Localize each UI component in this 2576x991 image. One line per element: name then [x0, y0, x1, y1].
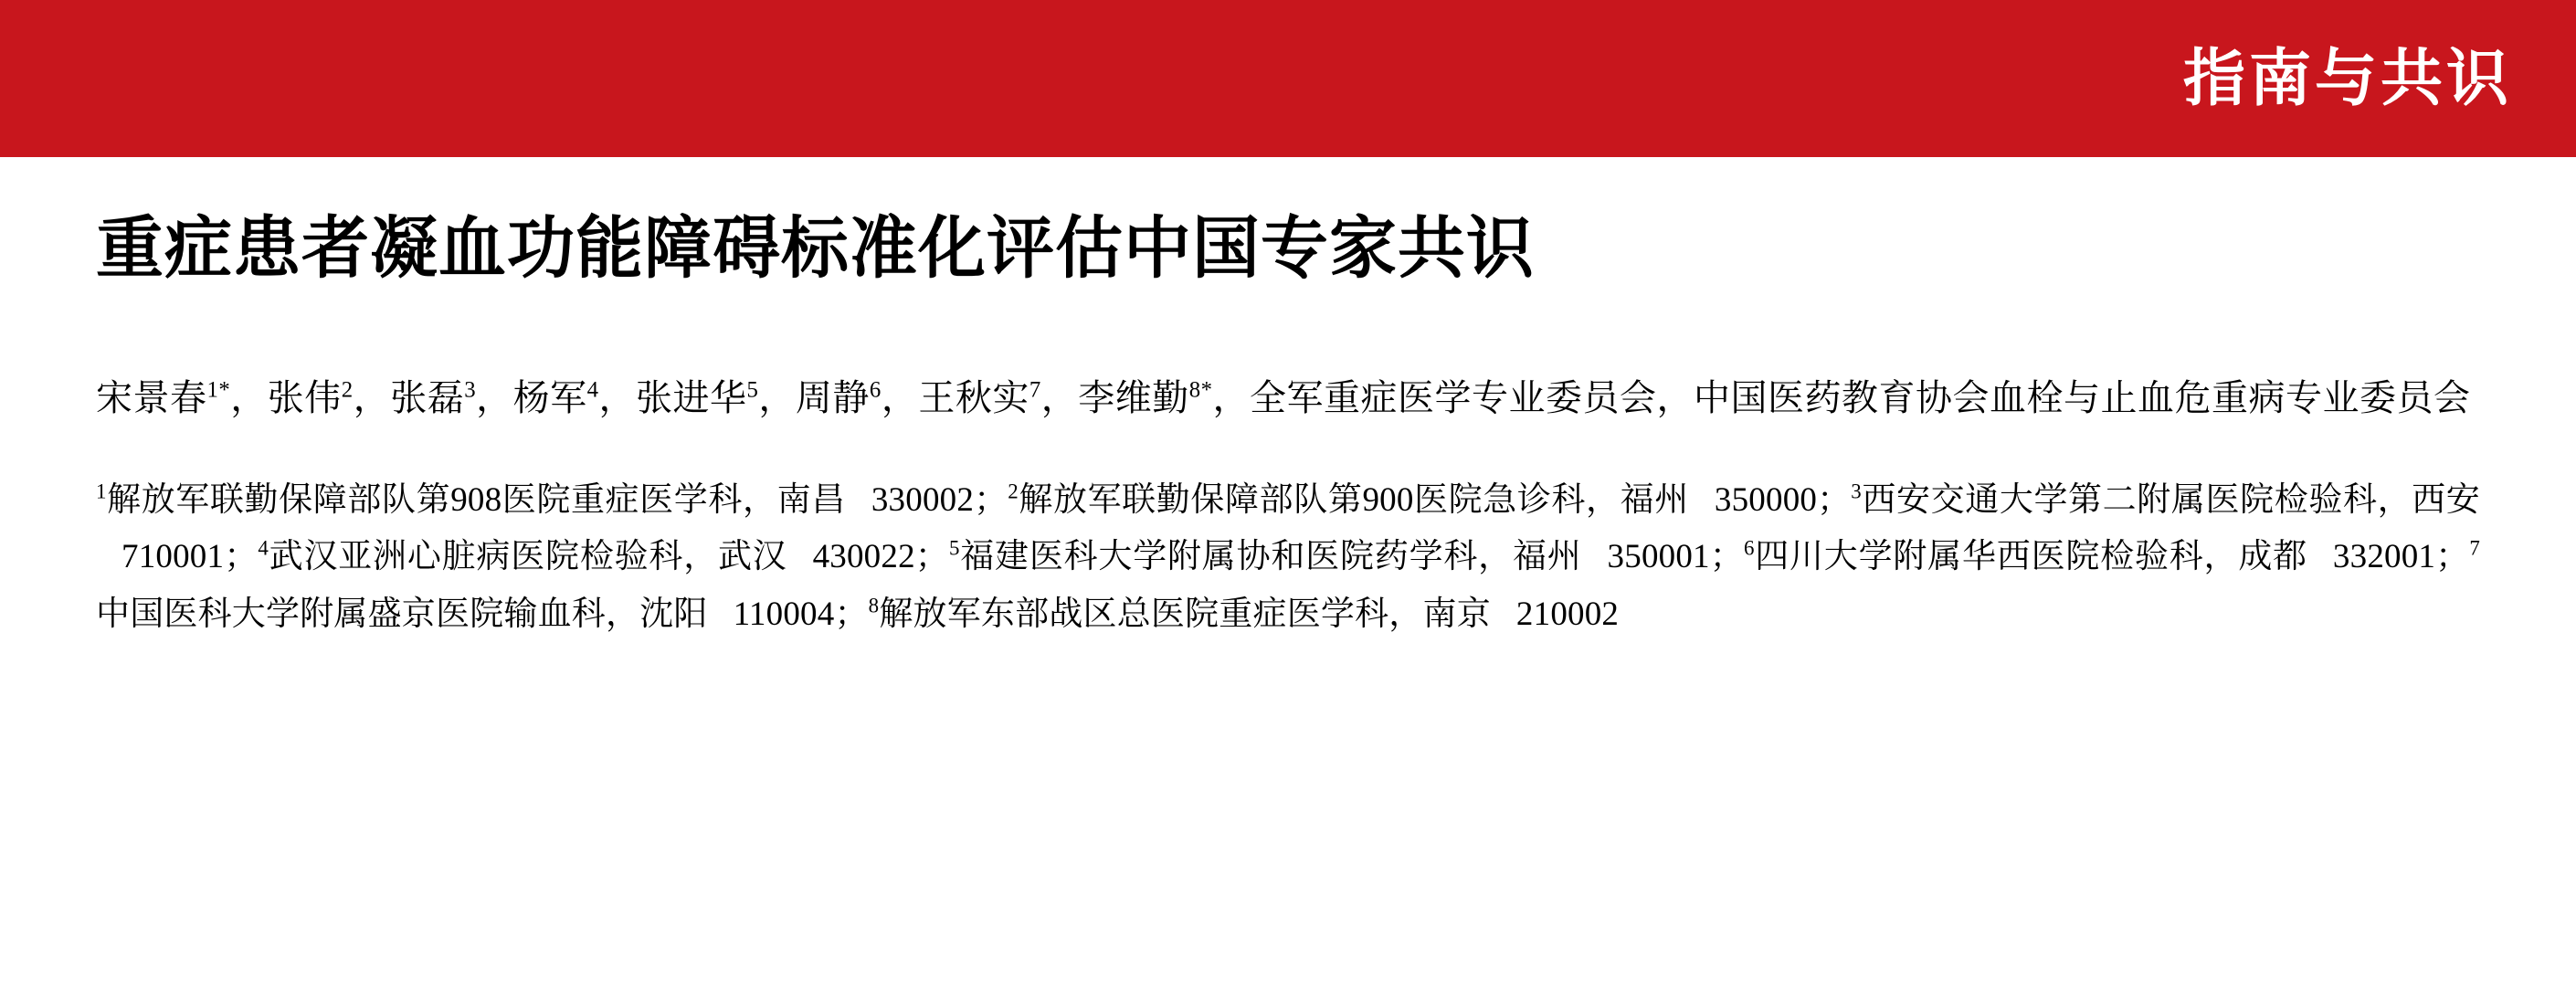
- author-marker: 6: [869, 377, 882, 403]
- affiliation-text: 武汉亚洲心脏病医院检验科，武汉: [269, 538, 787, 576]
- affiliation-postcode: 332001: [2332, 538, 2436, 576]
- affiliation-item: [869, 596, 1619, 633]
- affiliation-text: 中国医科大学附属盛京医院输血科，沈阳: [96, 595, 708, 633]
- affiliation-text: 解放军东部战区总医院重症医学科，南京: [879, 595, 1491, 633]
- affiliation-text: 解放军联勤保障部队第900医院急诊科，福州: [1018, 481, 1689, 520]
- author-item: [390, 377, 476, 418]
- affiliation-postcode: 710001: [121, 538, 225, 576]
- author-list: 宋景春$^{1*}$，张伟$^2$，张磊$^3$，杨军$^4$，张进华$^5$，周静$^6$，王秋实$^7$，李维勤$^{8*}$，全军重症医学专业委员会，中国医药教育协会血栓与止血危重病专业委员会: [96, 377, 2471, 419]
- affiliation-marker: 1: [96, 480, 107, 503]
- affiliation-list: [96, 472, 2480, 642]
- affiliation-item: $^6$四川大学附属华西医院检验科，成都 332001；: [1743, 537, 2470, 576]
- author-marker: 7: [1029, 377, 1041, 403]
- author-item: [1250, 377, 1657, 418]
- affiliation-marker: 3: [1851, 480, 1862, 503]
- author-marker: 4: [586, 377, 599, 403]
- affiliation-marker: 5: [948, 537, 960, 561]
- affiliation-item: $^2$解放军联勤保障部队第900医院急诊科，福州 350000；: [1008, 480, 1852, 520]
- author-item: [636, 377, 758, 418]
- affiliation-postcode: 350001: [1607, 538, 1710, 576]
- article-content: [0, 157, 2576, 643]
- author-name: 王秋实: [918, 377, 1029, 419]
- author-marker: 3: [464, 377, 477, 403]
- affiliation-text: 福建医科大学附属协和医院药学科，福州: [959, 538, 1582, 576]
- author-name: 中国医药教育协会血栓与止血危重病专业委员会: [1694, 377, 2471, 419]
- section-banner: [0, 0, 2576, 157]
- affiliation-item: $^1$解放军联勤保障部队第908医院重症医学科，南昌 330002；: [96, 480, 1008, 520]
- affiliation-item: $^7$中国医科大学附属盛京医院输血科，沈阳 110004；: [96, 537, 2480, 633]
- author-name: 张进华: [636, 377, 747, 419]
- author-item: [1694, 377, 2471, 418]
- banner-label: 指南与共识: [2182, 44, 2512, 113]
- author-name: 全军重症医学专业委员会: [1250, 377, 1657, 419]
- author-marker: 8*: [1188, 377, 1213, 403]
- affiliation-postcode: 430022: [812, 538, 915, 576]
- affiliation-item: $^3$西安交通大学第二附属医院检验科，西安710001；: [121, 480, 2480, 576]
- author-name: 周静: [795, 377, 870, 419]
- author-name: 杨军: [512, 377, 587, 419]
- author-name: 张伟: [267, 377, 342, 419]
- author-item: [1078, 377, 1212, 418]
- author-marker: 5: [746, 377, 759, 403]
- affiliation-marker: 8: [868, 594, 880, 617]
- author-name: 李维勤: [1078, 377, 1189, 419]
- page-title: 重症患者凝血功能障碍标准化评估中国专家共识: [96, 210, 1535, 286]
- affiliation-marker: 7: [2469, 537, 2480, 561]
- author-marker: 1*: [206, 377, 231, 403]
- author-name: 张磊: [390, 377, 465, 419]
- affiliation-text: 解放军联勤保障部队第908医院重症医学科，南昌: [106, 481, 846, 520]
- affiliation-text: 四川大学附属华西医院检验科，成都: [1754, 538, 2307, 576]
- affiliation-item: $^5$福建医科大学附属协和医院药学科，福州 350001；: [948, 537, 1744, 576]
- affiliation-postcode: 350000: [1714, 481, 1818, 520]
- author-item: [513, 377, 599, 418]
- author-item: [268, 377, 354, 418]
- author-marker: 2: [341, 377, 354, 403]
- affiliation-text: 西安交通大学第二附属医院检验科，西安: [1861, 481, 2480, 520]
- affiliation-marker: 2: [1008, 480, 1019, 503]
- affiliation-marker: 4: [258, 537, 269, 561]
- affiliation-postcode: 210002: [1515, 595, 1620, 633]
- affiliation-marker: 6: [1743, 537, 1755, 561]
- author-item: [796, 377, 882, 418]
- author-item: [918, 377, 1040, 418]
- affiliation-postcode: 110004: [733, 595, 835, 633]
- author-name: 宋景春: [96, 377, 207, 419]
- affiliation-item: $^4$武汉亚洲心脏病医院检验科，武汉 430022；: [258, 537, 949, 576]
- author-item: [96, 377, 230, 418]
- affiliation-postcode: 330002: [871, 481, 975, 520]
